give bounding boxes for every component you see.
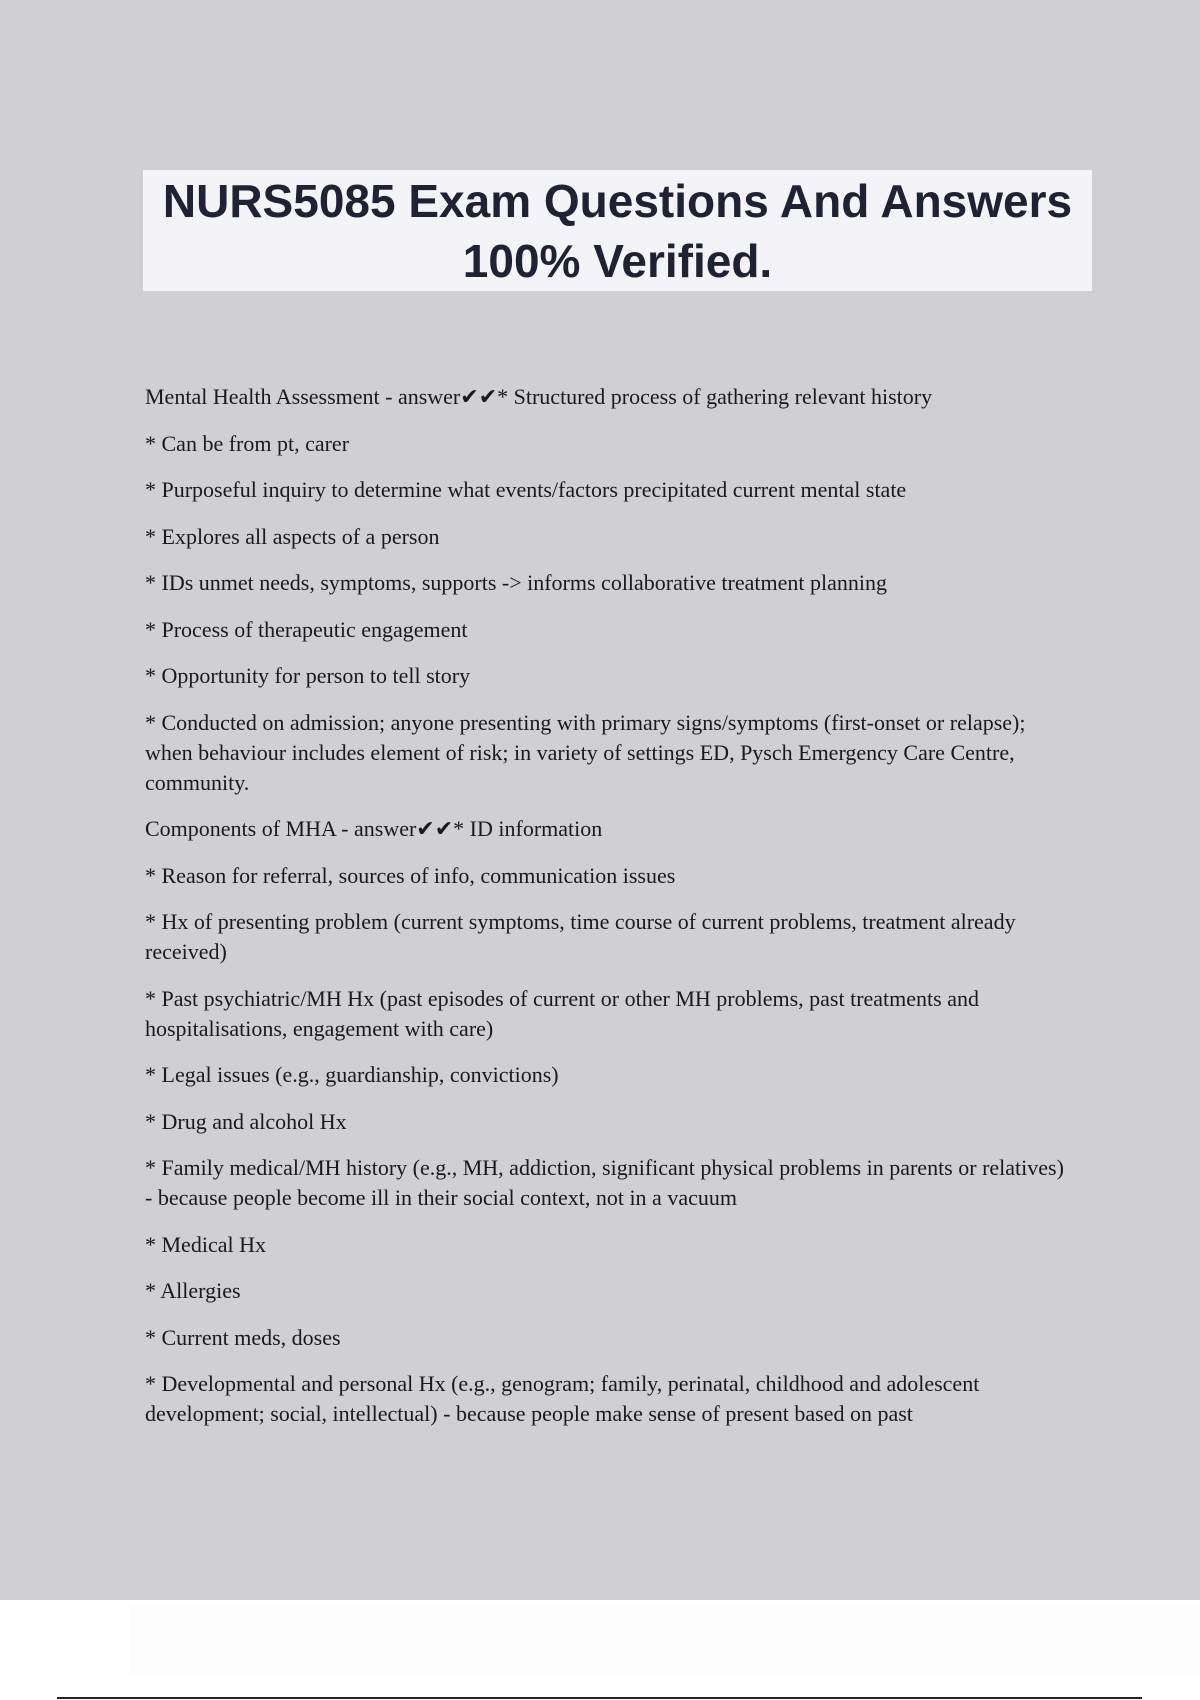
paragraph-components-of-mha: Components of MHA - answer✔✔* ID information [145,816,603,841]
paragraph: * Conducted on admission; anyone presenting with primary signs/symptoms (first-onset or relapse); when behaviour includes element of risk; in variety of settings ED, Pysch Emergency Care Centre, community. [145,709,1026,795]
paragraph: * Medical Hx [145,1231,266,1257]
paragraph: * Family medical/MH history (e.g., MH, addiction, significant physical problems in parents or relatives) - because people become ill in their social context, not in a vacuum [145,1155,1064,1210]
document-body [145,382,1075,1446]
paragraph: * Drug and alcohol Hx [145,1108,347,1134]
paragraph: * Legal issues (e.g., guardianship, convictions) [145,1062,559,1087]
next-page-strip [130,1605,1200,1675]
paragraph: * Can be from pt, carer [145,430,350,456]
paragraph: * Past psychiatric/MH Hx (past episodes of current or other MH problems, past treatments and hospitalisations, engagement with care) [145,985,979,1041]
paragraph: * Reason for referral, sources of info, communication issues [145,862,676,888]
paragraph: * IDs unmet needs, symptoms, supports -> informs collaborative treatment planning [145,570,887,595]
paragraph: * Opportunity for person to tell story [145,663,471,688]
paragraph: * Hx of presenting problem (current symptoms, time course of current problems, treatment already received) [145,909,1016,964]
paragraph: * Current meds, doses [145,1324,341,1350]
bottom-divider [57,1697,1142,1699]
document-title: NURS5085 Exam Questions And Answers 100% Verified. [162,174,1073,287]
paragraph-mha-definition: Mental Health Assessment - answer✔✔* Structured process of gathering relevant history [145,384,933,409]
paragraph: * Explores all aspects of a person [145,523,440,549]
title-banner [143,170,1092,291]
paragraph: * Purposeful inquiry to determine what events/factors precipitated current mental state [145,477,907,502]
paragraph: * Allergies [145,1278,241,1303]
paragraph: * Developmental and personal Hx (e.g., genogram; family, perinatal, childhood and adolescent development; social, intellectual) - because people make sense of present based on past [145,1371,980,1426]
paragraph: * Process of therapeutic engagement [145,616,468,642]
